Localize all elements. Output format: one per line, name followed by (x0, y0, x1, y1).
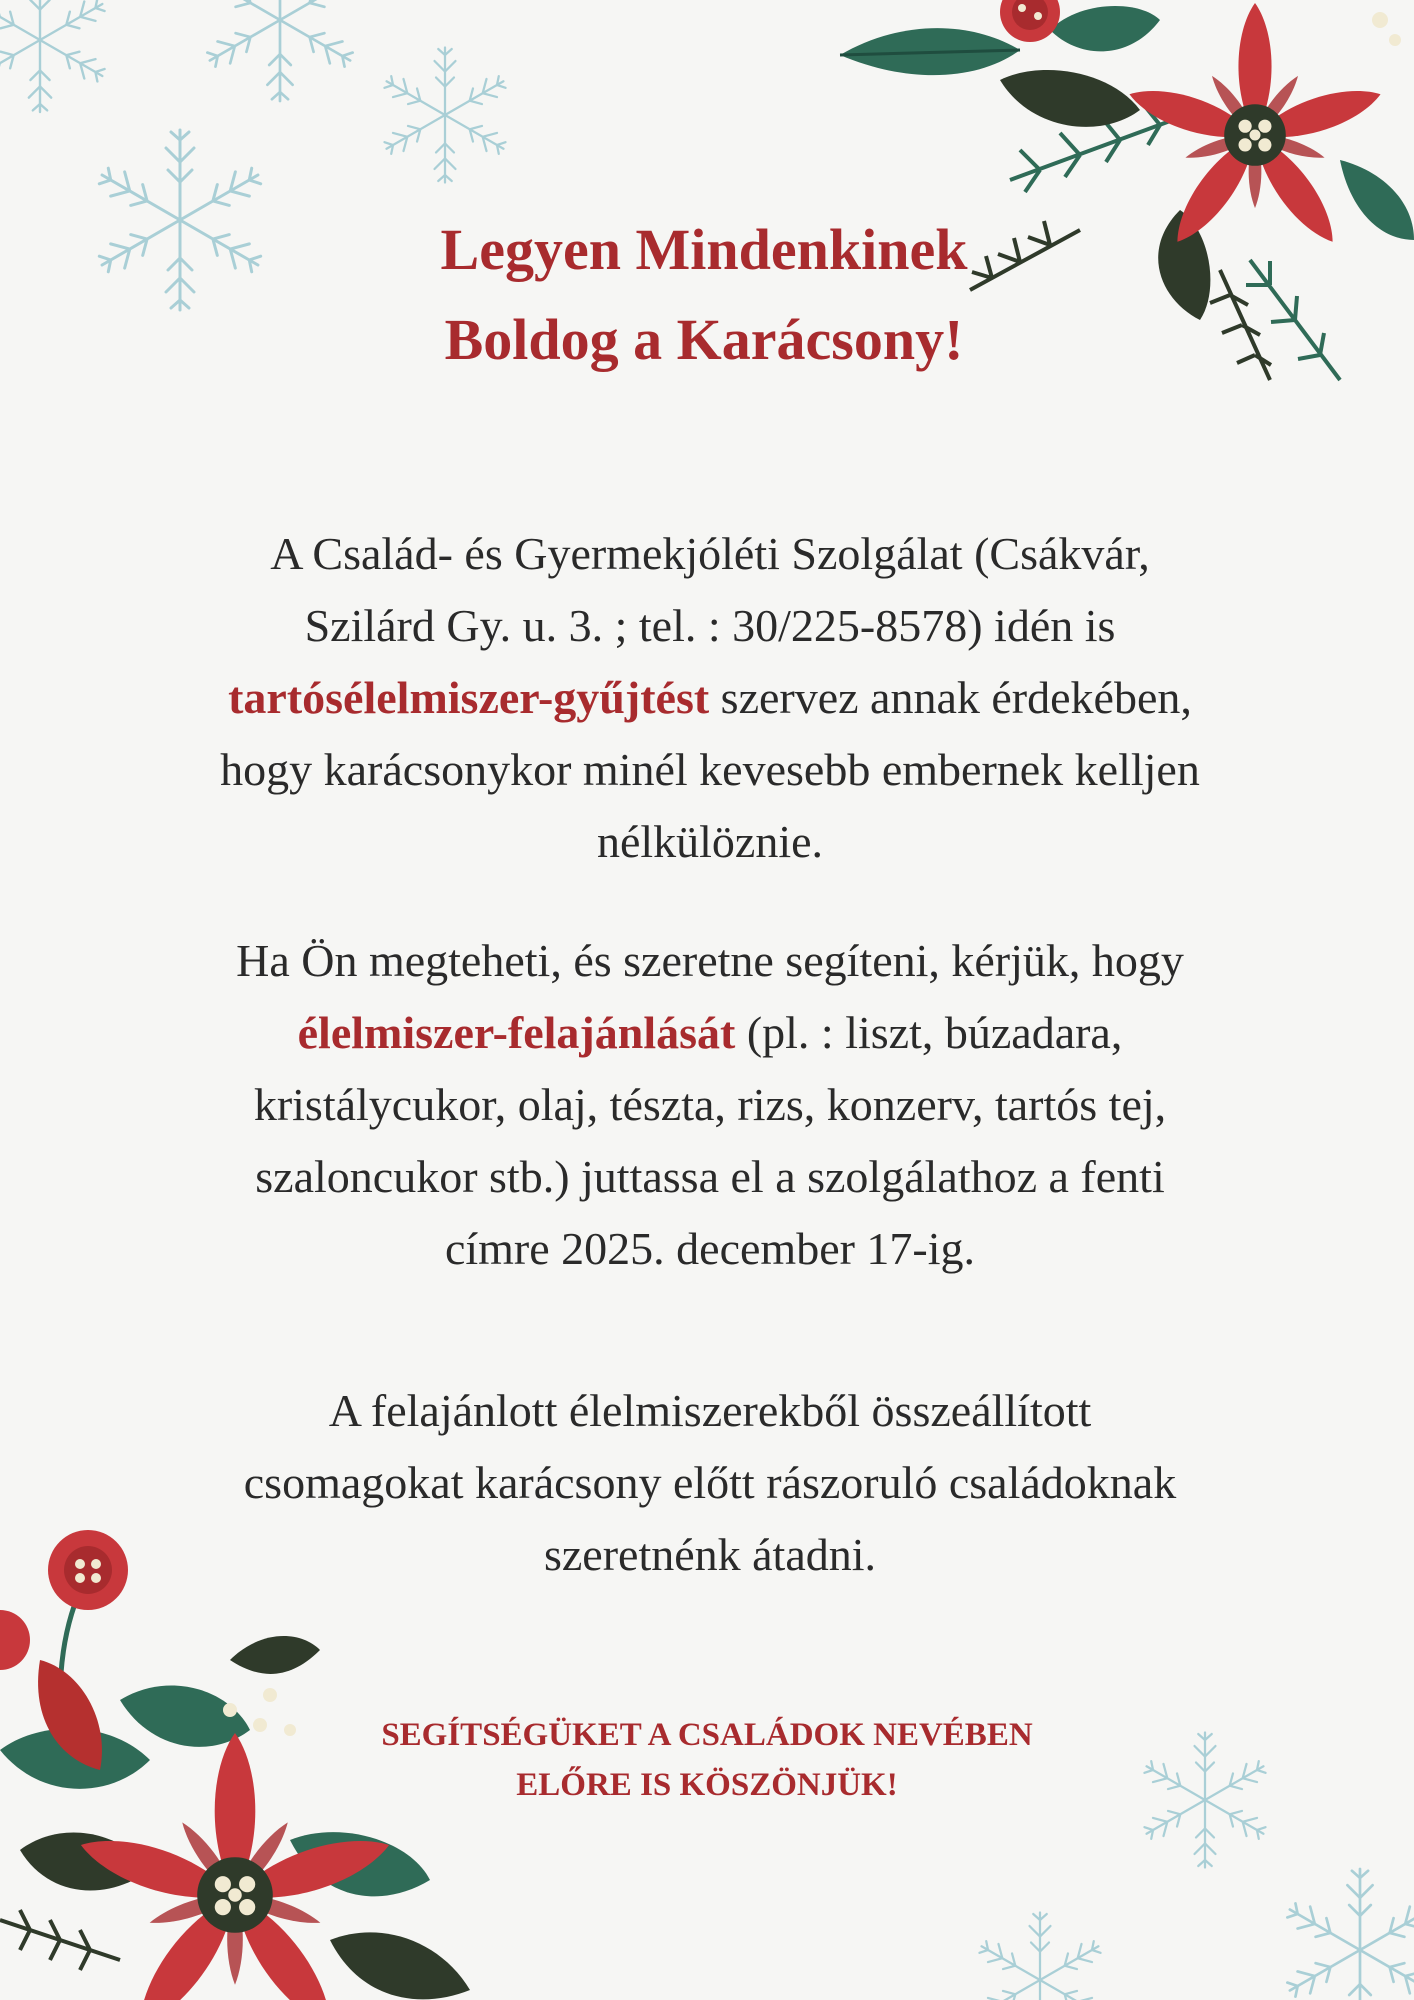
paragraph-line: Szilárd Gy. u. 3. ; tel. : 30/225-8578) idén is (304, 600, 1116, 651)
snowflake-icon (190, 0, 370, 110)
paragraph-line: címre 2025. december 17-ig. (444, 1223, 976, 1274)
thank-you-note (0, 1710, 1414, 1810)
intro-paragraph (120, 518, 1300, 878)
highlight-text: élelmiszer-felajánlását (297, 1007, 736, 1058)
pine-branch-icon (0, 1910, 120, 1970)
snowflake-icon (370, 40, 520, 190)
paragraph-text: szervez annak érdekében, (709, 672, 1192, 723)
paragraph-line: Ha Ön megteheti, és szeretne segíteni, kérjük, hogy (236, 935, 1184, 986)
snowflake-icon (965, 1905, 1115, 2000)
paragraph-line (120, 997, 1300, 1069)
request-paragraph (120, 925, 1300, 1285)
paragraph-line: csomagokat karácsony előtt rászoruló családoknak (243, 1457, 1177, 1508)
distribution-paragraph (120, 1375, 1300, 1591)
paragraph-line: hogy karácsonykor minél kevesebb embernek kelljen (220, 744, 1200, 795)
paragraph-line: szeretnénk átadni. (543, 1529, 877, 1580)
paragraph-line: A felajánlott élelmiszerekből összeállított (328, 1385, 1092, 1436)
title-line-2: Boldog a Karácsony! (444, 307, 964, 372)
snowflake-icon (0, 0, 120, 120)
thanks-line-1: SEGÍTSÉGÜKET A CSALÁDOK NEVÉBEN (381, 1717, 1033, 1753)
highlight-text: tartósélelmiszer-gyűjtést (228, 672, 710, 723)
paragraph-line: A Család- és Gyermekjóléti Szolgálat (Csákvár, (270, 528, 1150, 579)
paragraph-text: (pl. : liszt, búzadara, (735, 1007, 1123, 1058)
page-title (0, 205, 1414, 385)
thanks-line-2: ELŐRE IS KÖSZÖNJÜK! (516, 1767, 898, 1803)
paragraph-line: nélkülöznie. (596, 816, 824, 867)
paragraph-line (120, 662, 1300, 734)
paragraph-line: szaloncukor stb.) juttassa el a szolgálathoz a fenti (255, 1151, 1165, 1202)
paragraph-line: kristálycukor, olaj, tészta, rizs, konzerv, tartós tej, (253, 1079, 1167, 1130)
title-line-1: Legyen Mindenkinek (440, 217, 968, 282)
snowflake-icon (1270, 1860, 1414, 2000)
